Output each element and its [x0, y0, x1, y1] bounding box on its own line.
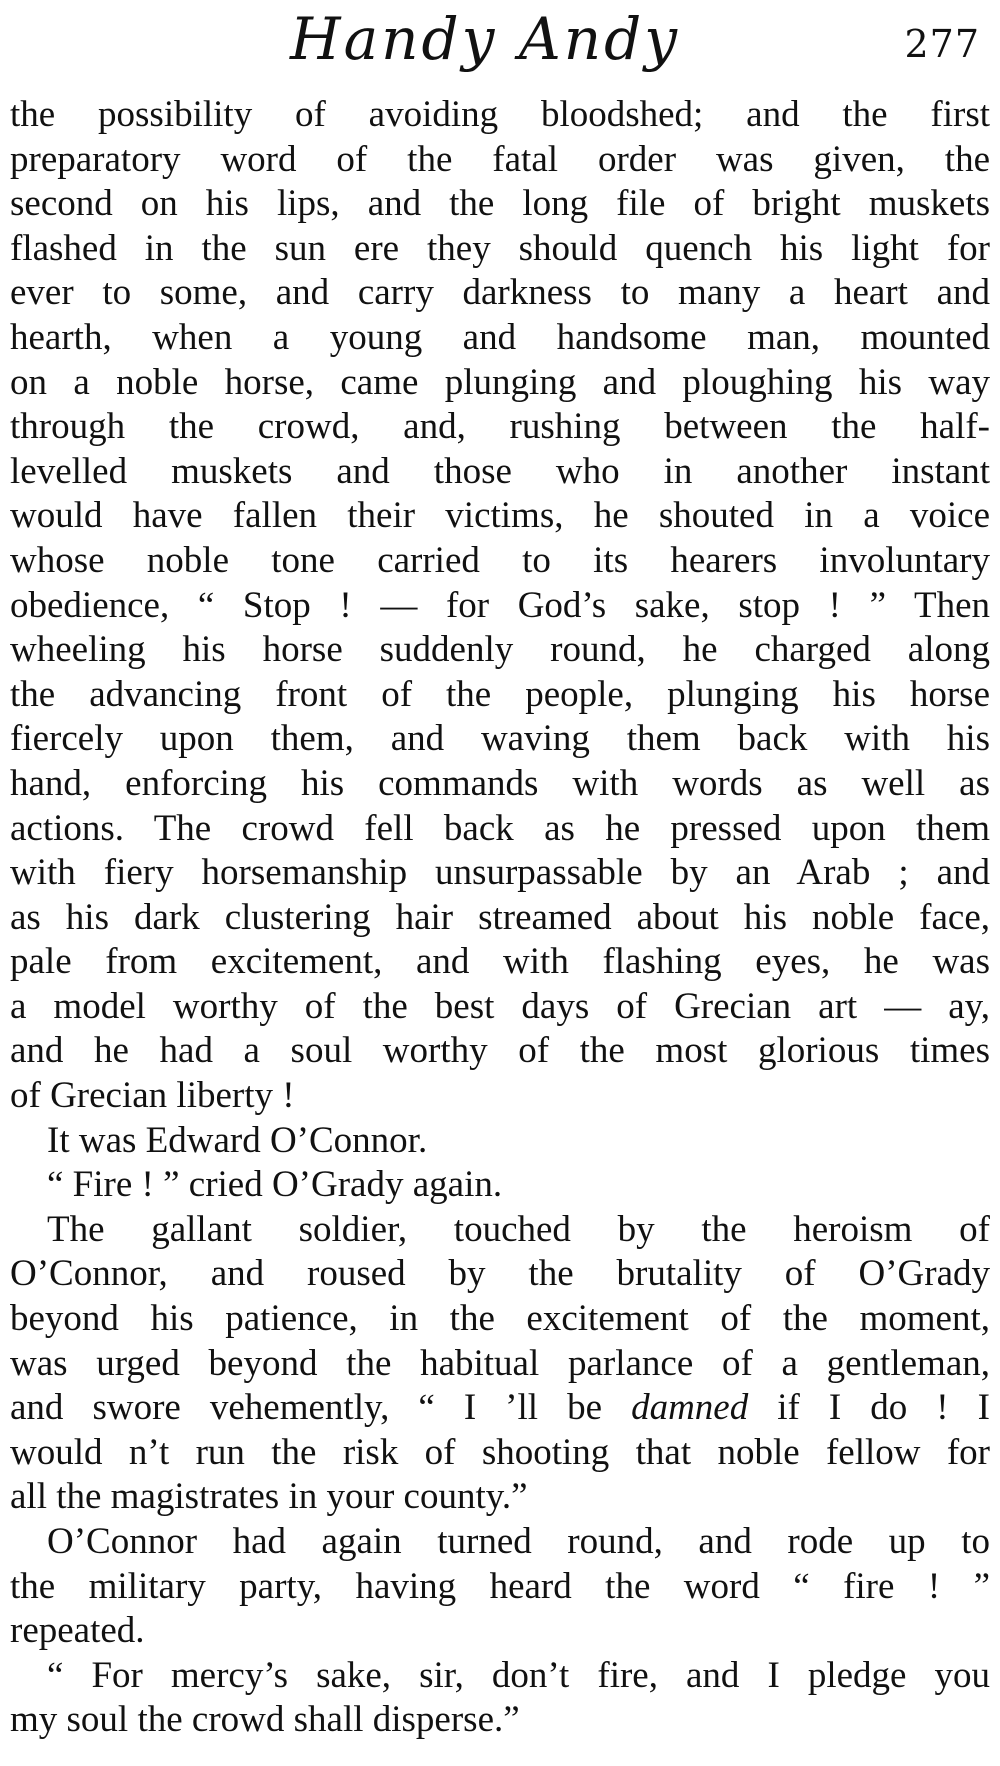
text-line: O’Connor, and roused by the brutality of O’Grady — [10, 1253, 990, 1295]
text-line: would n’t run the risk of shooting that noble fellow for — [10, 1431, 990, 1473]
text-line: ever to some, and carry darkness to many a heart and — [10, 272, 990, 314]
text-line: repeated. — [10, 1610, 145, 1652]
text-line: hand, enforcing his commands with words as well as — [10, 762, 990, 804]
text-line: obedience, “ Stop ! — for God’s sake, stop ! ” Then — [10, 584, 990, 626]
text-line: as his dark clustering hair streamed about his noble face, — [10, 896, 990, 938]
text-line: pale from excitement, and with flashing eyes, he was — [10, 941, 990, 983]
running-head — [0, 0, 1000, 90]
text-line — [10, 1386, 990, 1431]
text-line: of Grecian liberty ! — [10, 1075, 295, 1117]
page-number: 277 — [904, 22, 980, 66]
text-line: preparatory word of the fatal order was given, the — [10, 138, 990, 180]
running-title: Handy Andy — [290, 5, 680, 73]
text-line: would have fallen their victims, he shouted in a voice — [10, 495, 990, 537]
text-line: on a noble horse, came plunging and ploughing his way — [10, 361, 990, 403]
text-segment: if I do ! I — [748, 1387, 990, 1429]
body-text — [10, 93, 990, 1743]
text-line: and he had a soul worthy of the most glorious times — [10, 1030, 990, 1072]
text-line: O’Connor had again turned round, and rode up to — [47, 1521, 990, 1562]
text-segment: and swore vehemently, “ I ’ll be — [10, 1387, 632, 1429]
text-line: hearth, when a young and handsome man, mounted — [10, 316, 990, 358]
text-line: levelled muskets and those who in another instant — [10, 450, 990, 492]
italic-word: damned — [631, 1387, 749, 1429]
text-line: my soul the crowd shall disperse.” — [10, 1699, 520, 1741]
text-line: the advancing front of the people, plunging his horse — [10, 673, 990, 715]
text-line: It was Edward O’Connor. — [47, 1119, 428, 1161]
text-line: the military party, having heard the word “ fire ! ” — [10, 1565, 990, 1607]
text-line: through the crowd, and, rushing between the half- — [10, 406, 990, 448]
text-line: was urged beyond the habitual parlance of a gentleman, — [10, 1342, 990, 1384]
text-line: “ For mercy’s sake, sir, don’t fire, and I pledge you — [47, 1654, 990, 1696]
text-line: all the magistrates in your county.” — [10, 1476, 528, 1518]
text-line: the possibility of avoiding bloodshed; and the first — [10, 94, 990, 135]
text-line: beyond his patience, in the excitement of the moment, — [10, 1298, 990, 1340]
text-line: whose noble tone carried to its hearers involuntary — [10, 539, 990, 581]
text-line: wheeling his horse suddenly round, he charged along — [10, 629, 990, 671]
text-line: flashed in the sun ere they should quench his light for — [10, 227, 990, 269]
text-line: actions. The crowd fell back as he pressed upon them — [10, 807, 990, 849]
text-line: second on his lips, and the long file of bright muskets — [10, 183, 990, 225]
text-line: fiercely upon them, and waving them back with his — [10, 718, 990, 760]
text-line: “ Fire ! ” cried O’Grady again. — [47, 1164, 503, 1206]
text-line: a model worthy of the best days of Grecian art — ay, — [10, 985, 990, 1027]
text-line: with fiery horsemanship unsurpassable by an Arab ; and — [10, 852, 990, 894]
text-line: The gallant soldier, touched by the heroism of — [47, 1208, 990, 1250]
